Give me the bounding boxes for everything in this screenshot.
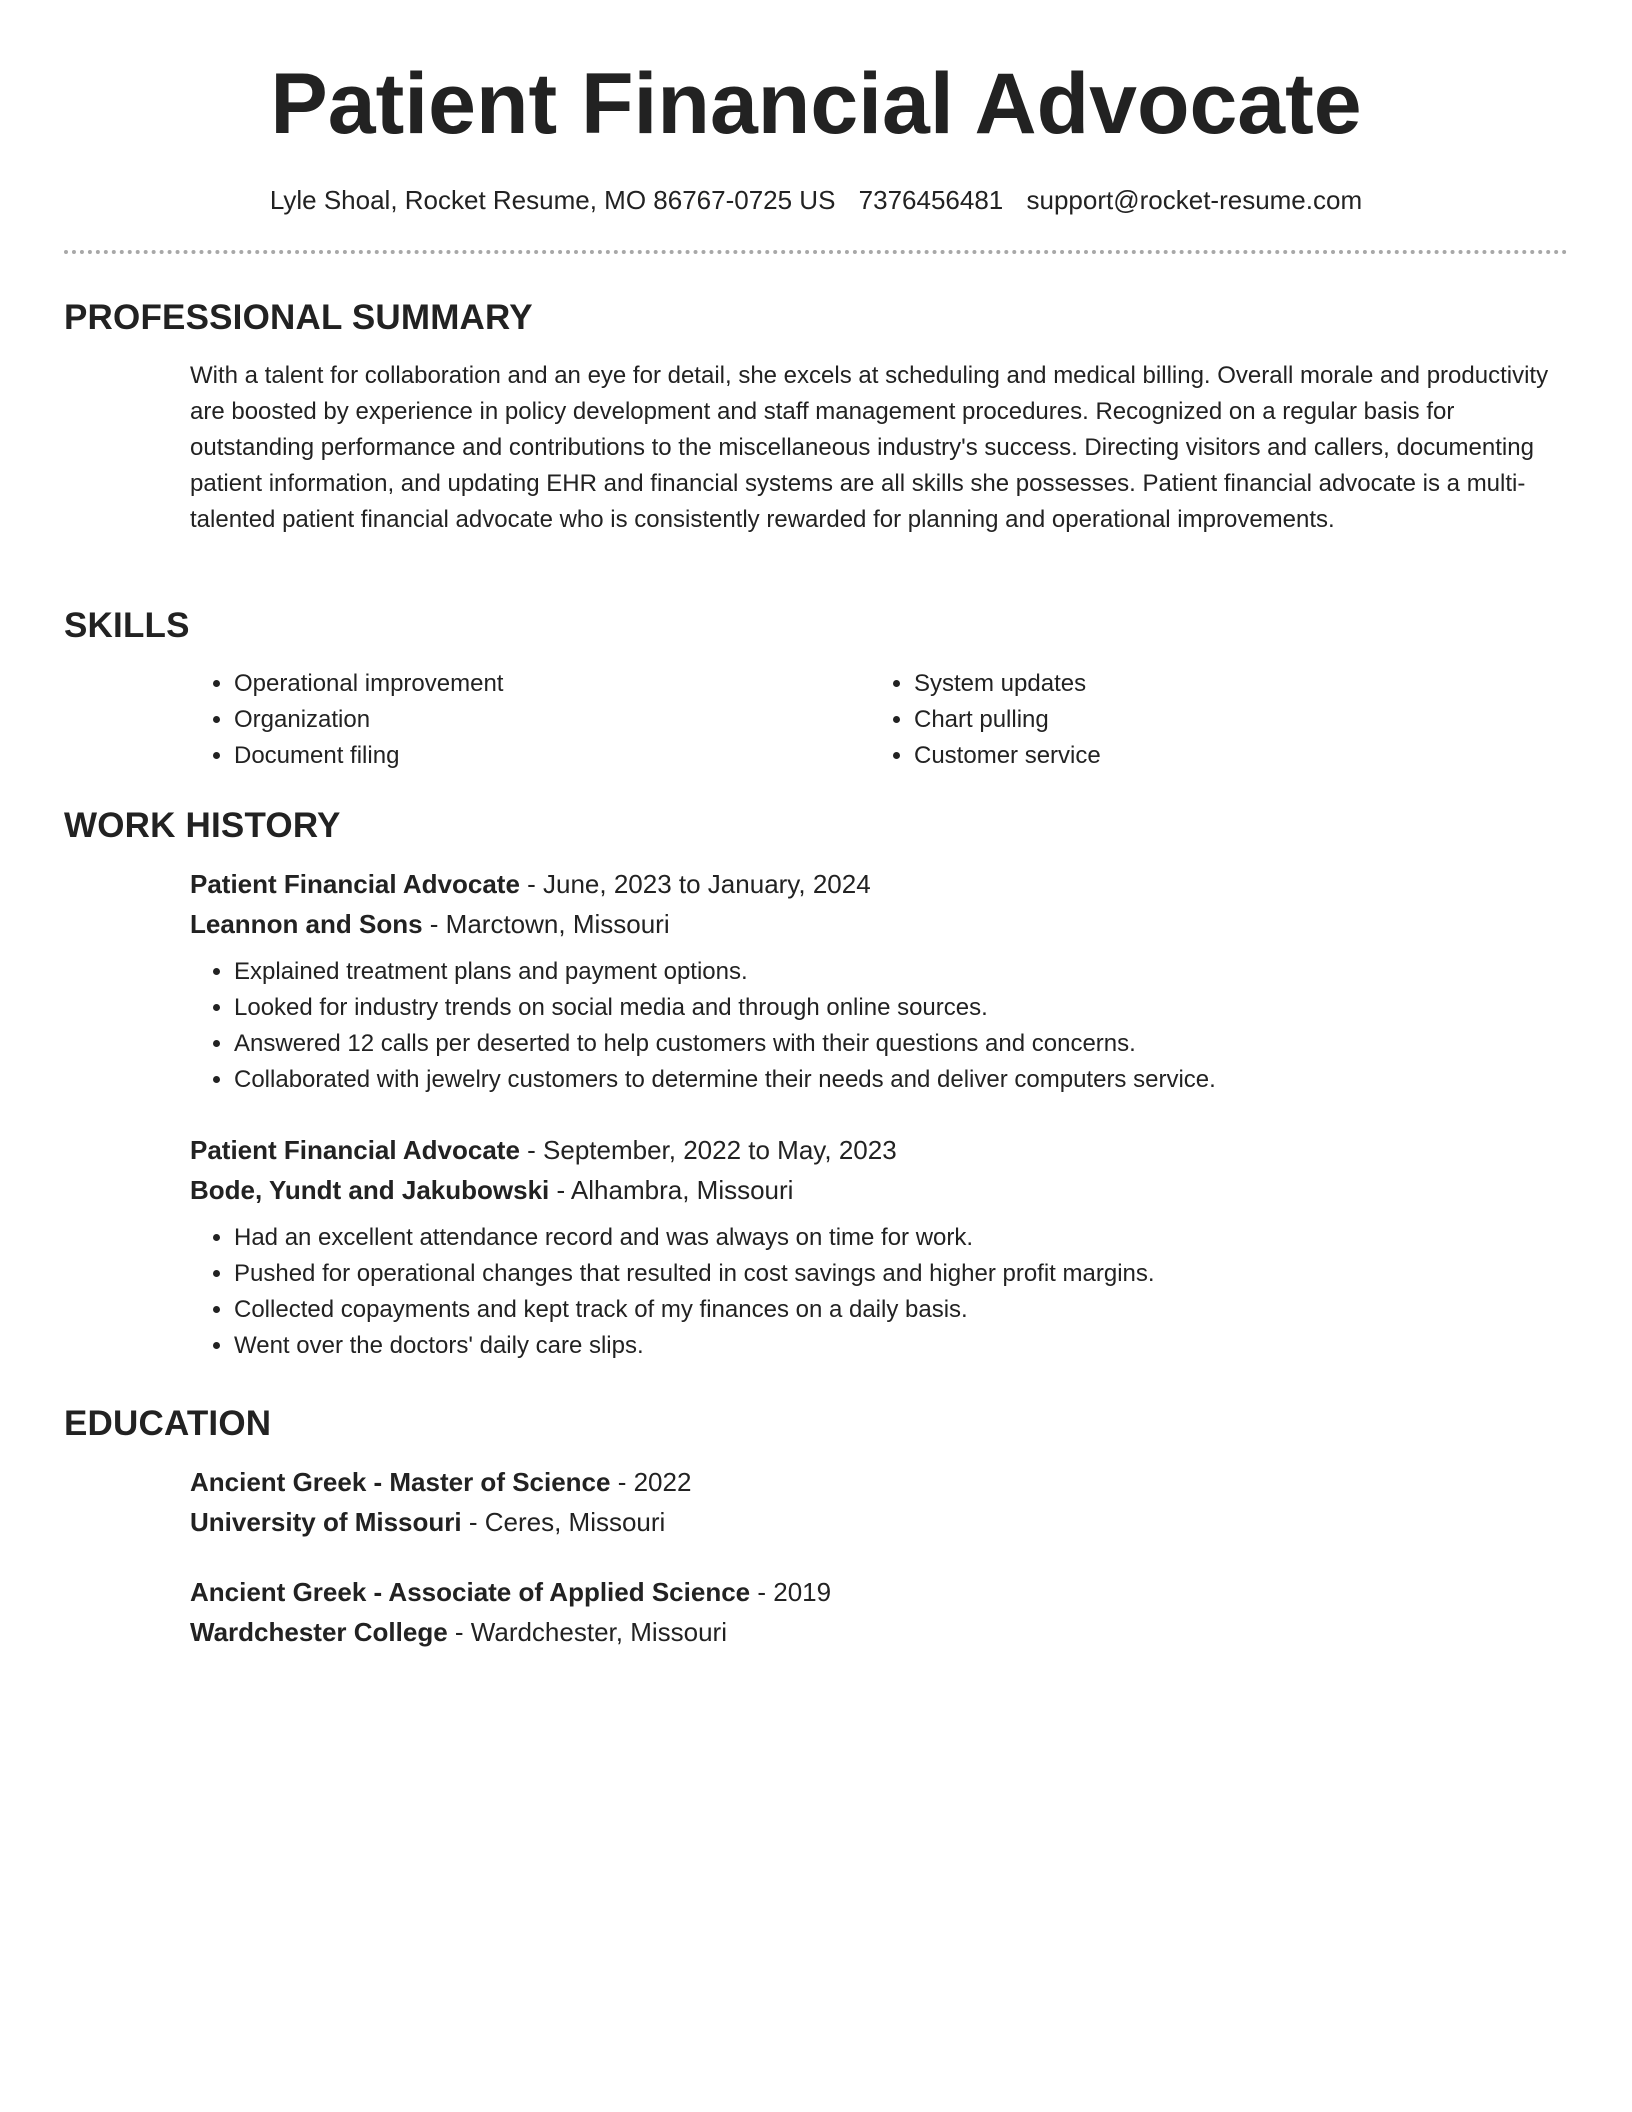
skills-heading: SKILLS: [64, 606, 190, 645]
skills-body: [190, 666, 1568, 774]
summary-section: [64, 296, 1568, 538]
job-company: Bode, Yundt and Jakubowski: [190, 1175, 550, 1205]
contact-phone: 7376456481: [858, 185, 1004, 215]
job-title-line: [190, 1130, 1568, 1170]
education-location: - Ceres, Missouri: [461, 1507, 666, 1537]
skills-column-right: [870, 666, 1550, 774]
summary-text: With a talent for collaboration and an eye for detail, she excels at scheduling and medical billing. Overall morale and productivity are boosted by experience in policy development and staff management procedures. Recognized on a regular basis for outstanding performance and contributions to the miscellaneous industry's success. Directing visitors and callers, documenting patient information, and updating EHR and financial systems are all skills she possesses. Patient financial advocate is a multi-talented patient financial advocate who is consistently rewarded for planning and operational improvements.: [190, 362, 1549, 533]
job-duty: • Looked for industry trends on social media and through online sources.: [234, 990, 1568, 1026]
education-degree-line: [190, 1572, 1568, 1612]
job-location: - Marctown, Missouri: [422, 909, 670, 939]
education-degree-line: [190, 1462, 1568, 1502]
job-company: Leannon and Sons: [190, 909, 423, 939]
education-location: - Wardchester, Missouri: [447, 1617, 727, 1647]
job-entry: [190, 864, 1568, 1098]
job-company-line: [190, 1170, 1568, 1210]
skills-list-right: [870, 666, 1550, 774]
job-dates: - September, 2022 to May, 2023: [519, 1135, 897, 1165]
job-duty: • Explained treatment plans and payment options.: [234, 954, 1568, 990]
header-divider: [64, 250, 1568, 254]
education-entry: [190, 1462, 1568, 1542]
job-duty: • Collected copayments and kept track of my finances on a daily basis.: [234, 1292, 1568, 1328]
job-dates: - June, 2023 to January, 2024: [519, 869, 871, 899]
education-school-line: [190, 1502, 1568, 1542]
skill-item: • Operational improvement: [234, 666, 870, 702]
job-duty: • Had an excellent attendance record and was always on time for work.: [234, 1220, 1568, 1256]
education-degree: Ancient Greek - Master of Science: [190, 1467, 611, 1497]
skill-item: • Document filing: [234, 738, 870, 774]
education-body: [190, 1462, 1568, 1652]
skill-item: • System updates: [914, 666, 1550, 702]
skills-list-left: [190, 666, 870, 774]
education-school: University of Missouri: [190, 1507, 462, 1537]
skill-item: • Organization: [234, 702, 870, 738]
summary-heading: PROFESSIONAL SUMMARY: [64, 298, 533, 337]
skills-section: [64, 604, 1568, 774]
education-heading: EDUCATION: [64, 1404, 272, 1443]
job-company-line: [190, 904, 1568, 944]
education-degree: Ancient Greek - Associate of Applied Science: [190, 1577, 751, 1607]
job-duty: • Went over the doctors' daily care slips.: [234, 1328, 1568, 1364]
job-role: Patient Financial Advocate: [190, 869, 520, 899]
job-location: - Alhambra, Missouri: [549, 1175, 794, 1205]
work-heading: WORK HISTORY: [64, 806, 341, 845]
skills-column-left: [190, 666, 870, 774]
job-duty: • Collaborated with jewelry customers to determine their needs and deliver computers service.: [234, 1062, 1568, 1098]
contact-email: support@rocket-resume.com: [1026, 185, 1363, 215]
job-duties: [190, 954, 1568, 1098]
summary-body: [190, 358, 1568, 538]
skill-item: • Customer service: [914, 738, 1550, 774]
contact-address: Lyle Shoal, Rocket Resume, MO 86767-0725 US: [269, 185, 836, 215]
skill-item: • Chart pulling: [914, 702, 1550, 738]
job-duty: • Answered 12 calls per deserted to help customers with their questions and concerns.: [234, 1026, 1568, 1062]
skills-columns: [190, 666, 1568, 774]
job-duty: • Pushed for operational changes that resulted in cost savings and higher profit margins.: [234, 1256, 1568, 1292]
education-school: Wardchester College: [190, 1617, 448, 1647]
education-year: - 2019: [750, 1577, 832, 1607]
job-title-line: [190, 864, 1568, 904]
job-role: Patient Financial Advocate: [190, 1135, 520, 1165]
work-section: [64, 804, 1568, 1364]
education-year: - 2022: [610, 1467, 692, 1497]
resume-title: Patient Financial Advocate: [270, 56, 1362, 152]
education-entry: [190, 1572, 1568, 1652]
education-section: [64, 1402, 1568, 1652]
job-entry: [190, 1130, 1568, 1364]
job-duties: [190, 1220, 1568, 1364]
contact-line: [0, 182, 1632, 218]
education-school-line: [190, 1612, 1568, 1652]
work-body: [190, 864, 1568, 1364]
